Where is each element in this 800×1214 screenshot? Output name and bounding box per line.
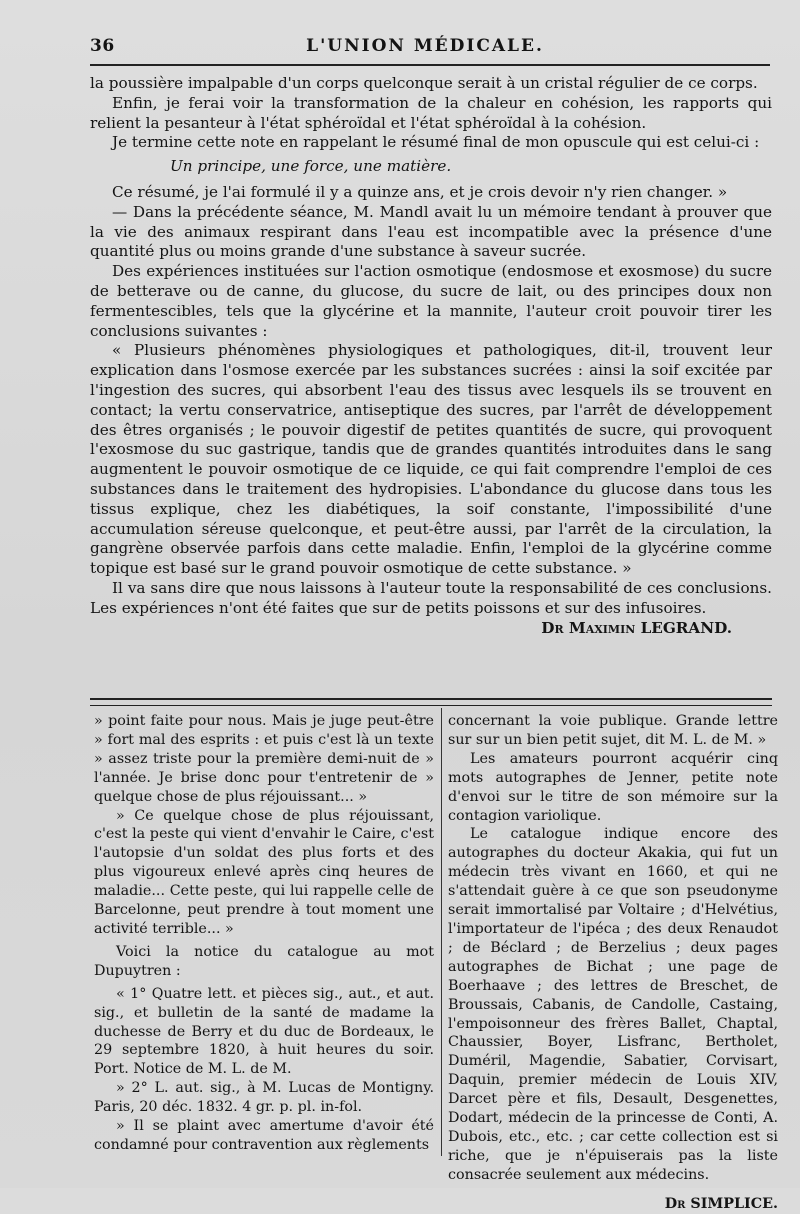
paragraph: la poussière impalpable d'un corps quelconque serait à un cristal régulier de ce corps. xyxy=(90,74,758,92)
paragraph: Les amateurs pourront acquérir cinq mots autographes de Jenner, petite note d'envoi sur le titre de son mémoire sur la contagion variolique. xyxy=(448,750,778,824)
page-header xyxy=(90,32,760,60)
main-article xyxy=(90,74,772,638)
quotation: « Plusieurs phénomènes physiologiques et pathologiques, dit-il, trouvent leur explication dans l'osmose exercée par les substances sucrées : ainsi la soif excitée par l'ingestion des sucres, qui absorbent l'eau des tissus avec lesquels ils se trouvent en contact; la vertu conservatrice, antiseptique des sucres, par l'arrêt de développement des êtres organisés ; le pouvoir digestif de petites quantités de sucre, qui provoquent l'exosmose du suc gastrique, tandis que de grandes quantités introduites dans le sang augmentent le pouvoir osmotique de ce liquide, ce qui fait comprendre l'emploi de ces substances dans le traitement des hydropisies. L'abondance du glucose dans tous les tissus explique, chez les diabétiques, la soif constante, l'impossibilité d'une accumulation séreuse quelconque, et peut-être aussi, par l'arrêt de la circulation, la gangrène observée parfois dans cette maladie. Enfin, l'emploi de la glycérine comme topique est basé sur le grand pouvoir osmotique de cette substance. » xyxy=(90,341,772,578)
paragraph: Le catalogue indique encore des autographes du docteur Akakia, qui fut un médecin très vivant en 1660, et qui ne s'attendait guère à ce que son pseudonyme serait immortalisé par Voltaire ; d'Helvétius, l'importateur de l'ipéca ; des deux Renaudot ; de Béclard ; de Berzelius ; deux pages autographes de Bichat ; une page de Boerhaave ; des lettres de Breschet, de Broussais, Cabanis, de Candolle, Castaing, l'empoisonneur des frères Ballet, Chaptal, Chaussier, Boyer, Lisfranc, Bertholet, Duméril, Magendie, Sabatier, Corvisart, Daquin, premier médecin de Louis XIV, Darcet père et fils, Desault, Desgenettes, Dodart, médecin de la princesse de Conti, A. Dubois, etc., etc. ; car cette collection est si riche, que je n'épuiserais pas la liste consacrée seulement aux médecins. xyxy=(448,826,778,1183)
page-number: 36 xyxy=(90,36,115,56)
paragraph: » Il se plaint avec amertume d'avoir été condamné pour contravention aux règlements xyxy=(94,1118,434,1153)
author-signature: Dr Maximin LEGRAND. xyxy=(541,618,732,637)
right-column xyxy=(448,712,778,1214)
paragraph: » 2° L. aut. sig., à M. Lucas de Montigny. Paris, 20 déc. 1832. 4 gr. p. pl. in-fol. xyxy=(94,1080,434,1116)
paragraph: « 1° Quatre lett. et pièces sig., aut., et aut. sig., et bulletin de la santé de madame la duchesse de Berry et du duc de Bordeaux, le 29 septembre 1820, à huit heures du soir. Port. Notice de M. L. de M. xyxy=(94,985,434,1078)
paragraph: Il va sans dire que nous laissons à l'auteur toute la responsabilité de ces conclusions. Les expériences n'ont été faites que sur de petits poissons et sur des infusoires. xyxy=(90,578,772,617)
paragraph: Je termine cette note en rappelant le résumé final de mon opuscule qui est celui-ci : xyxy=(112,133,760,152)
paragraph: Des expériences instituées sur l'action osmotique (endosmose et exosmose) du sucre de betterave ou de canne, du glucose, du sucre de lait, ou des principes doux non fermentescibles, tels que la glycérine et la mannite, l'auteur croit pouvoir tirer les conclusions suivantes : xyxy=(90,262,772,340)
paragraph: Enfin, je ferai voir la transformation de la chaleur en cohésion, les rapports qui relient la pesanteur à l'état sphéroïdal et l'état sphéroïdal à la cohésion. xyxy=(90,93,772,132)
paragraph: » point faite pour nous. Mais je juge peut-être » fort mal des esprits : et puis c'est là un texte » assez triste pour la première demi-nuit de » l'année. Je brise donc pour t'entretenir de » quelque chose de plus réjouissant... » xyxy=(94,713,434,805)
header-rule xyxy=(90,64,770,66)
paragraph: concernant la voie publique. Grande lettre sur sur un bien petit sujet, dit M. L. de M. » xyxy=(448,713,778,748)
paragraph: Ce résumé, je l'ai formulé il y a quinze ans, et je crois devoir n'y rien changer. » xyxy=(112,182,728,201)
paragraph: — Dans la précédente séance, M. Mandl avait lu un mémoire tendant à prouver que la vie des animaux respirant dans l'eau est incompatible avec la présence d'une quantité plus ou moins grande d'une substance à saveur sucrée. xyxy=(90,202,772,261)
motto: Un principe, une force, une matière. xyxy=(170,157,452,176)
paragraph: Voici la notice du catalogue au mot Dupuytren : xyxy=(94,943,434,979)
column-divider xyxy=(441,708,442,1156)
left-column xyxy=(94,712,434,1155)
section-divider xyxy=(90,698,772,706)
paragraph: » Ce quelque chose de plus réjouissant, c'est la peste qui vient d'envahir le Caire, c'est l'autopsie d'un soldat des plus forts et des plus vigoureux enlevé après cinq heures de maladie... Cette peste, qui lui rappelle celle de Barcelonne, peut prendre à tout moment une activité terrible... » xyxy=(94,807,434,937)
journal-title: L'UNION MÉDICALE. xyxy=(306,36,544,56)
author-signature: Dr SIMPLICE. xyxy=(664,1195,778,1212)
